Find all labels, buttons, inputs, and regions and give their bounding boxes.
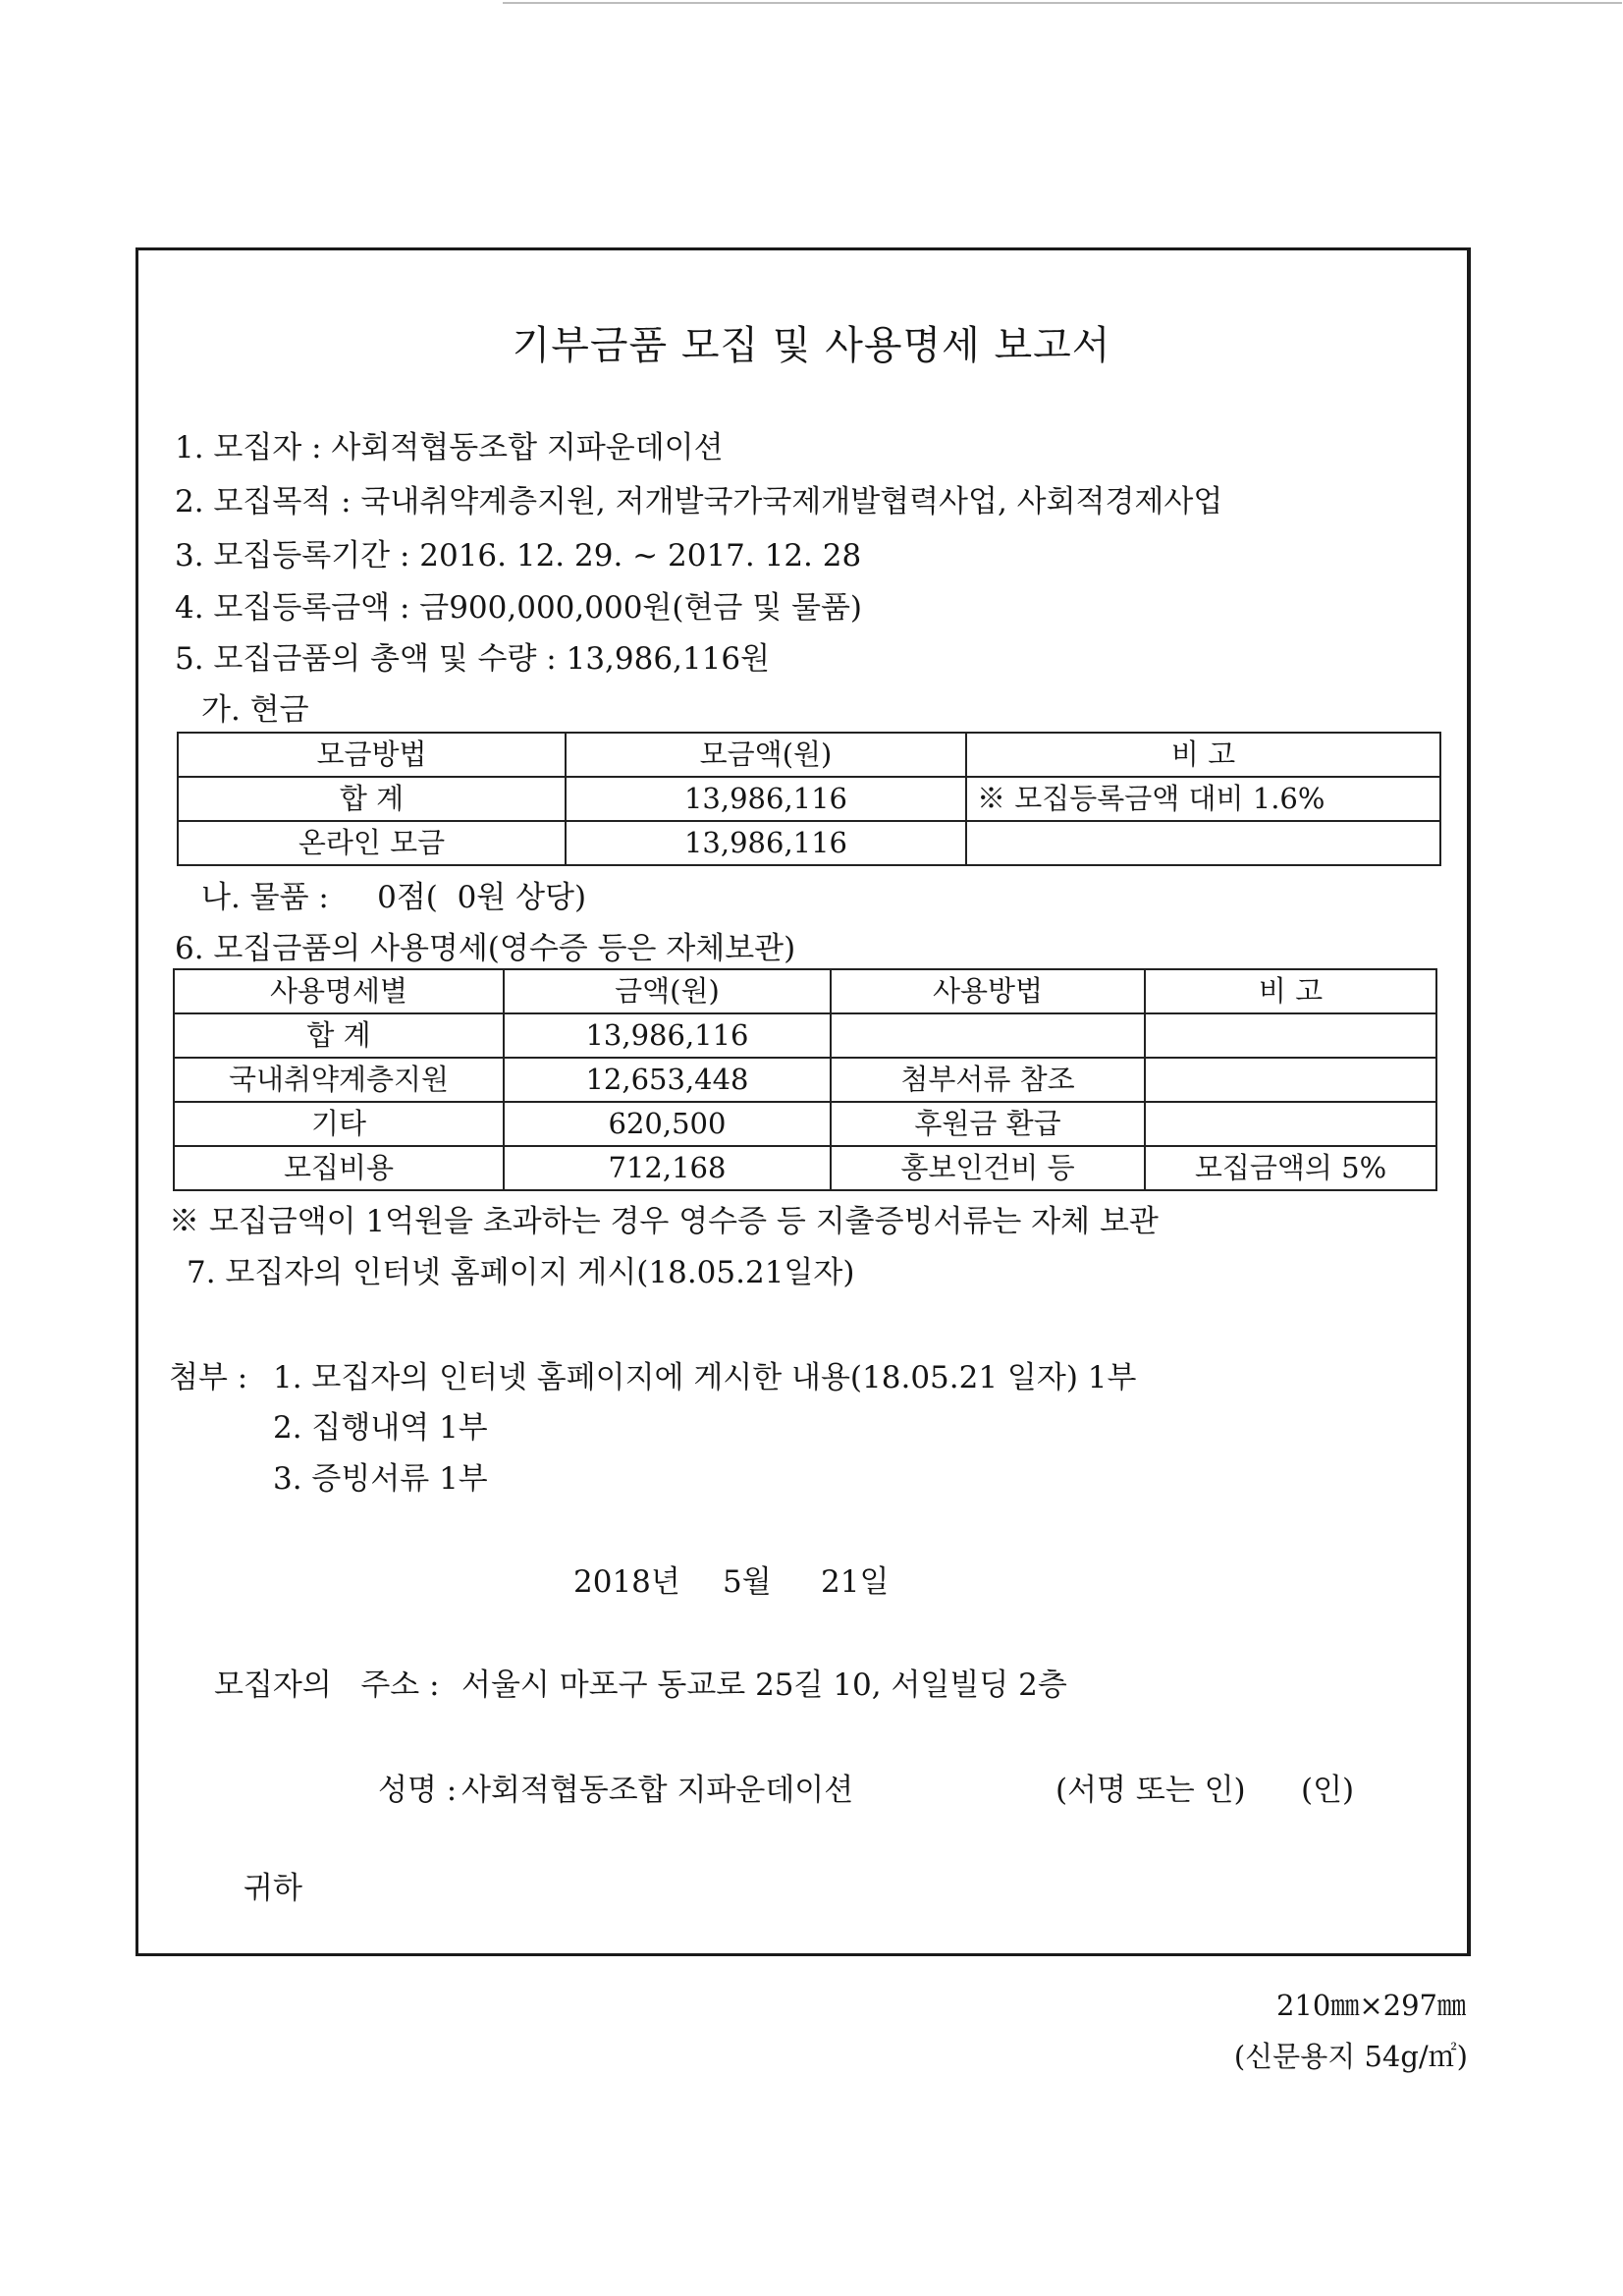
item-purpose: 2. 모집목적 : 국내취약계층지원, 저개발국가국제개발협력사업, 사회적경제사업 bbox=[175, 484, 1223, 519]
table-cell: 기타 bbox=[174, 1102, 504, 1146]
table-header-cell: 모금방법 bbox=[178, 733, 566, 777]
table-cell: 합 계 bbox=[178, 777, 566, 821]
table-row bbox=[174, 1146, 1436, 1190]
table-cell: 국내취약계층지원 bbox=[174, 1058, 504, 1102]
table-row bbox=[174, 1102, 1436, 1146]
date-year: 2018년 bbox=[573, 1564, 680, 1600]
table-cell: 후원금 환급 bbox=[831, 1102, 1145, 1146]
item-goods: 나. 물품 : 0점( 0원 상당) bbox=[201, 880, 587, 915]
table-header-cell: 사용명세별 bbox=[174, 969, 504, 1013]
item-collector: 1. 모집자 : 사회적협동조합 지파운데이션 bbox=[175, 430, 724, 465]
signer-label: 성명 : bbox=[378, 1773, 458, 1808]
table-cell: 12,653,448 bbox=[504, 1058, 831, 1102]
table-header-cell: 모금액(원) bbox=[566, 733, 966, 777]
table-header-row bbox=[178, 733, 1440, 777]
cash-table bbox=[177, 732, 1441, 866]
table-cell bbox=[1145, 1102, 1436, 1146]
signature-note: (서명 또는 인) bbox=[1055, 1773, 1246, 1808]
table-row bbox=[178, 777, 1440, 821]
usage-table bbox=[173, 968, 1437, 1191]
table-cell: 모집비용 bbox=[174, 1146, 504, 1190]
item-total-amount: 5. 모집금품의 총액 및 수량 : 13,986,116원 bbox=[175, 641, 771, 677]
date-month: 5월 bbox=[723, 1564, 772, 1600]
address-value: 서울시 마포구 동교로 25길 10, 서일빌딩 2층 bbox=[461, 1667, 1067, 1703]
recipient-label: 귀하 bbox=[243, 1871, 302, 1906]
item-homepage: 7. 모집자의 인터넷 홈페이지 게시(18.05.21일자) bbox=[187, 1255, 855, 1290]
table-cell: 712,168 bbox=[504, 1146, 831, 1190]
signer-name: 사회적협동조합 지파운데이션 bbox=[461, 1773, 854, 1808]
table-cell bbox=[1145, 1058, 1436, 1102]
table-header-cell: 비 고 bbox=[966, 733, 1440, 777]
table-cell: 13,986,116 bbox=[566, 777, 966, 821]
table-cell: 홍보인건비 등 bbox=[831, 1146, 1145, 1190]
table-cell: 온라인 모금 bbox=[178, 821, 566, 865]
item-period: 3. 모집등록기간 : 2016. 12. 29. ~ 2017. 12. 28 bbox=[175, 538, 862, 574]
seal-mark: (인) bbox=[1301, 1773, 1355, 1808]
table-cell: ※ 모집등록금액 대비 1.6% bbox=[966, 777, 1440, 821]
table-header-cell: 금액(원) bbox=[504, 969, 831, 1013]
attachment-item: 3. 증빙서류 1부 bbox=[273, 1461, 488, 1497]
item-cash-heading: 가. 현금 bbox=[201, 692, 309, 728]
table-cell: 620,500 bbox=[504, 1102, 831, 1146]
attachment-item: 2. 집행내역 1부 bbox=[273, 1410, 488, 1446]
paper-stock: (신문용지 54g/㎡) bbox=[1233, 2040, 1468, 2073]
table-cell bbox=[966, 821, 1440, 865]
scan-edge-line bbox=[503, 2, 1622, 4]
table-header-cell: 비 고 bbox=[1145, 969, 1436, 1013]
table-cell: 모집금액의 5% bbox=[1145, 1146, 1436, 1190]
paper-size: 210㎜×297㎜ bbox=[1275, 1989, 1466, 2022]
table-cell: 13,986,116 bbox=[504, 1013, 831, 1058]
table-header-row bbox=[174, 969, 1436, 1013]
receipt-note: ※ 모집금액이 1억원을 초과하는 경우 영수증 등 지출증빙서류는 자체 보관 bbox=[169, 1204, 1159, 1239]
attachments-label: 첨부 : bbox=[169, 1360, 248, 1395]
table-row bbox=[174, 1058, 1436, 1102]
table-cell bbox=[831, 1013, 1145, 1058]
date-day: 21일 bbox=[821, 1564, 890, 1600]
table-cell: 첨부서류 참조 bbox=[831, 1058, 1145, 1102]
table-cell bbox=[1145, 1013, 1436, 1058]
table-row bbox=[174, 1013, 1436, 1058]
table-row bbox=[178, 821, 1440, 865]
table-cell: 13,986,116 bbox=[566, 821, 966, 865]
document-title: 기부금품 모집 및 사용명세 보고서 bbox=[512, 323, 1111, 368]
item-usage-heading: 6. 모집금품의 사용명세(영수증 등은 자체보관) bbox=[175, 931, 796, 966]
address-label: 모집자의 주소 : bbox=[214, 1667, 440, 1703]
table-cell: 합 계 bbox=[174, 1013, 504, 1058]
attachment-item: 1. 모집자의 인터넷 홈페이지에 게시한 내용(18.05.21 일자) 1부 bbox=[273, 1360, 1137, 1395]
table-header-cell: 사용방법 bbox=[831, 969, 1145, 1013]
item-registered-amount: 4. 모집등록금액 : 금900,000,000원(현금 및 물품) bbox=[175, 590, 862, 626]
